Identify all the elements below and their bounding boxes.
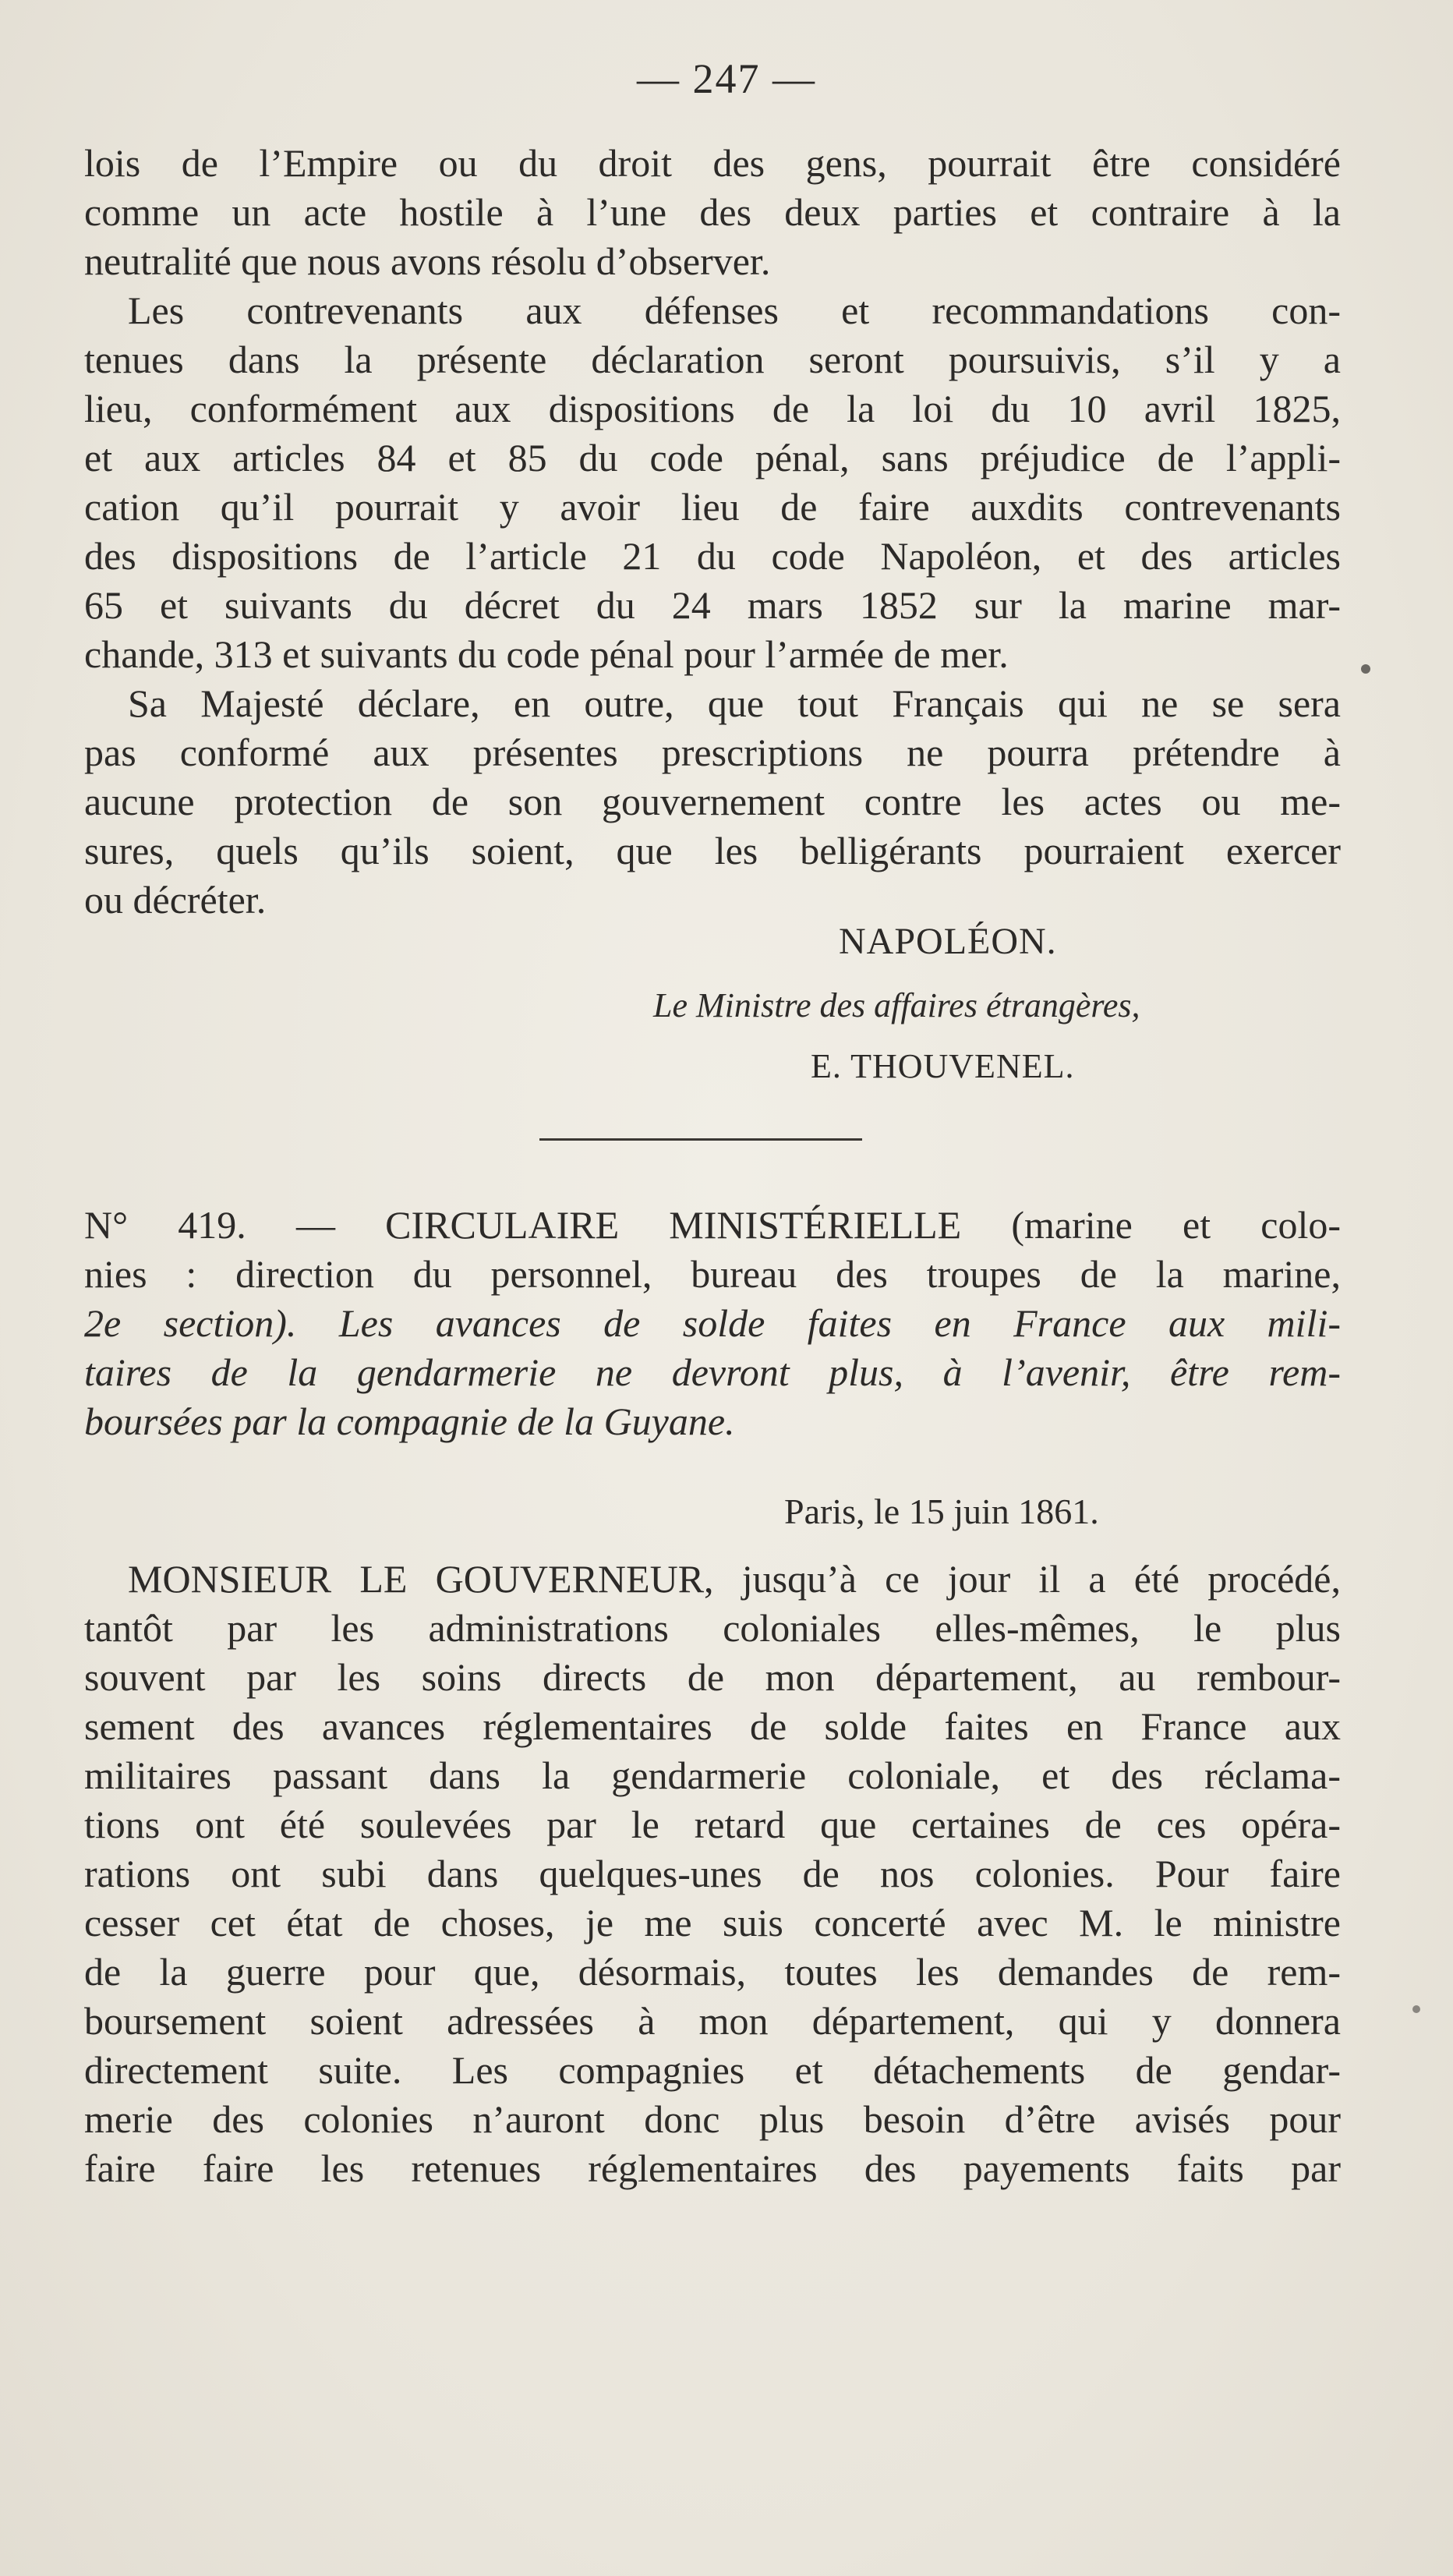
signature-name: NAPOLÉON. (839, 921, 1057, 962)
text-line: des dispositions de l’article 21 du code Napoléon, et des articles (84, 534, 1341, 578)
text-line: chande, 313 et suivants du code pénal pour l’armée de mer. (84, 632, 1009, 676)
body-line: rations ont subi dans quelques-unes de nos colonies. Pour faire (84, 1852, 1341, 1895)
circular-heading (84, 1201, 1341, 1446)
ink-speck (1412, 2005, 1420, 2013)
circular-body (84, 1555, 1341, 2193)
body-line: MONSIEUR LE GOUVERNEUR, jusqu’à ce jour il a été procédé, (128, 1557, 1341, 1601)
body-line: cesser cet état de choses, je me suis concerté avec M. le ministre (84, 1901, 1341, 1944)
paragraph-contrevenants (84, 286, 1341, 679)
text-line: 65 et suivants du décret du 24 mars 1852 sur la marine mar- (84, 583, 1341, 627)
circular-date: Paris, le 15 juin 1861. (784, 1491, 1099, 1531)
body-line: boursement soient adressées à mon département, qui y donnera (84, 1999, 1341, 2043)
signature-minister: E. THOUVENEL. (811, 1047, 1075, 1085)
page-number: — 247 — (637, 55, 816, 102)
body-line: de la guerre pour que, désormais, toutes les demandes de rem- (84, 1950, 1341, 1994)
heading-line: 2e section). Les avances de solde faites en France aux mili- (84, 1301, 1341, 1345)
text-line: sures, quels qu’ils soient, que les belligérants pourraient exercer (84, 829, 1341, 872)
text-line: tenues dans la présente déclaration seront poursuivis, s’il y a (84, 338, 1341, 381)
text-line: aucune protection de son gouvernement contre les actes ou me- (84, 780, 1341, 823)
body-line: sement des avances réglementaires de solde faites en France aux (84, 1704, 1341, 1748)
body-line: directement suite. Les compagnies et détachements de gendar- (84, 2048, 1341, 2092)
text-line: pas conformé aux présentes prescriptions ne pourra prétendre à (84, 731, 1341, 774)
ink-speck (1361, 664, 1370, 674)
text-line: lois de l’Empire ou du droit des gens, pourrait être considéré (84, 141, 1341, 185)
text-line: neutralité que nous avons résolu d’observer. (84, 239, 771, 283)
heading-line: taires de la gendarmerie ne devront plus, à l’avenir, être rem- (84, 1350, 1341, 1394)
signature-title: Le Ministre des affaires étrangères, (653, 986, 1140, 1024)
text-line: Sa Majesté déclare, en outre, que tout Français qui ne se sera (128, 681, 1341, 725)
body-line: souvent par les soins directs de mon département, au rembour- (84, 1655, 1341, 1699)
body-line: militaires passant dans la gendarmerie coloniale, et des réclama- (84, 1753, 1341, 1797)
section-divider (539, 1138, 862, 1141)
body-line: faire faire les retenues réglementaires des payements faits par (84, 2146, 1341, 2190)
paragraph-majeste (84, 679, 1341, 925)
text-line: cation qu’il pourrait y avoir lieu de faire auxdits contrevenants (84, 485, 1341, 529)
paragraph-continuation (84, 139, 1341, 286)
text-line: ou décréter. (84, 878, 267, 922)
body-line: tions ont été soulevées par le retard que certaines de ces opéra- (84, 1803, 1341, 1846)
text-line: lieu, conformément aux dispositions de la loi du 10 avril 1825, (84, 387, 1341, 430)
heading-line: boursées par la compagnie de la Guyane. (84, 1399, 735, 1443)
body-line: merie des colonies n’auront donc plus besoin d’être avisés pour (84, 2097, 1341, 2141)
heading-line: N° 419. — CIRCULAIRE MINISTÉRIELLE (marine et colo- (84, 1203, 1341, 1247)
body-line: tantôt par les administrations coloniales elles-mêmes, le plus (84, 1606, 1341, 1650)
heading-line: nies : direction du personnel, bureau des troupes de la marine, (84, 1252, 1341, 1296)
text-line: et aux articles 84 et 85 du code pénal, sans préjudice de l’appli- (84, 436, 1341, 479)
text-line: comme un acte hostile à l’une des deux parties et contraire à la (84, 190, 1341, 234)
text-line: Les contrevenants aux défenses et recommandations con- (128, 288, 1341, 332)
